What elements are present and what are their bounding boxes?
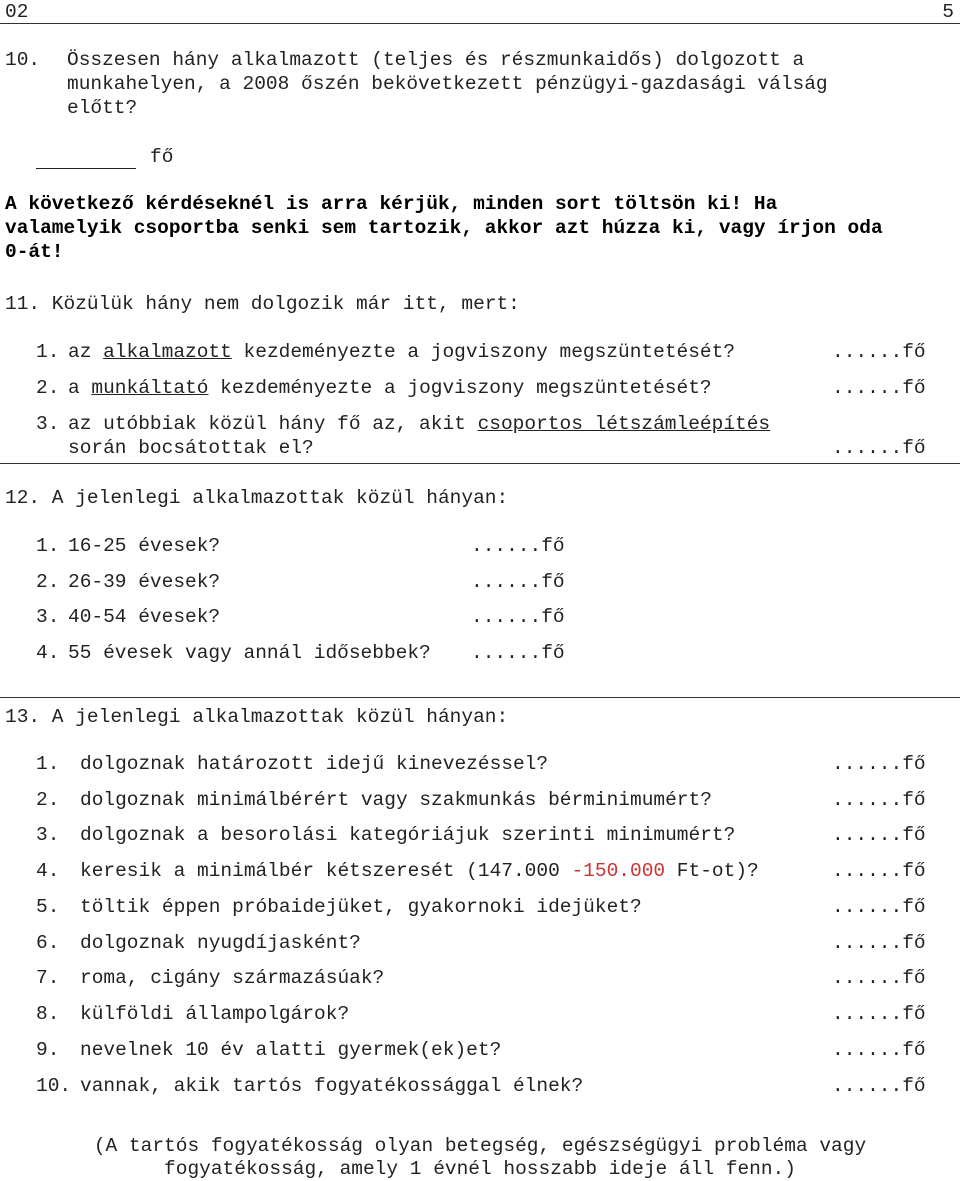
- q13-item-text: külföldi állampolgárok?: [80, 1003, 350, 1025]
- q13-item-answer[interactable]: ......fő: [832, 1003, 926, 1025]
- q12-title: 12. A jelenlegi alkalmazottak közül hányan:: [5, 487, 509, 509]
- q13-item-num: 4.: [36, 860, 60, 882]
- q13-item-num: 3.: [36, 824, 60, 846]
- q12-item-text: 55 évesek vagy annál idősebbek?: [68, 642, 431, 664]
- q13-item-answer[interactable]: ......fő: [832, 824, 926, 846]
- instruction-line1: A következő kérdéseknél is arra kérjük, minden sort töltsön ki! Ha: [5, 193, 778, 215]
- q13-item-answer[interactable]: ......fő: [832, 896, 926, 918]
- q10-blank-field[interactable]: [36, 148, 136, 169]
- q10-line2: munkahelyen, a 2008 őszén bekövetkezett pénzügyi-gazdasági válság: [67, 73, 828, 95]
- footnote-line2: fogyatékosság, amely 1 évnél hosszabb ideje áll fenn.): [164, 1158, 796, 1180]
- q10-unit: fő: [150, 146, 174, 168]
- q11-item-answer[interactable]: ......fő: [832, 437, 926, 459]
- instruction-line2: valamelyik csoportba senki sem tartozik, akkor azt húzza ki, vagy írjon oda: [5, 217, 883, 239]
- q11-item-text: az alkalmazott kezdeményezte a jogviszony megszüntetését?: [68, 341, 736, 363]
- q13-item-answer[interactable]: ......fő: [832, 967, 926, 989]
- q11-item-num: 2.: [36, 377, 60, 399]
- q12-item-answer[interactable]: ......fő: [471, 642, 565, 664]
- q13-item-text: dolgoznak minimálbérért vagy szakmunkás bérminimumért?: [80, 789, 712, 811]
- q13-item-num: 10.: [36, 1075, 72, 1097]
- q13-item-num: 1.: [36, 753, 60, 775]
- page-code: 02: [5, 1, 29, 23]
- q11-item-answer[interactable]: ......fő: [832, 377, 926, 399]
- q13-title: 13. A jelenlegi alkalmazottak közül hányan:: [5, 706, 509, 728]
- q13-item-text: vannak, akik tartós fogyatékossággal élnek?: [80, 1075, 584, 1097]
- q13-item-answer[interactable]: ......fő: [832, 860, 926, 882]
- q12-item-answer[interactable]: ......fő: [471, 571, 565, 593]
- q13-item-text: roma, cigány származásúak?: [80, 967, 385, 989]
- q12-item-num: 2.: [36, 571, 60, 593]
- q13-item-answer[interactable]: ......fő: [832, 1039, 926, 1061]
- q13-item-answer[interactable]: ......fő: [832, 753, 926, 775]
- q13-item-num: 6.: [36, 932, 60, 954]
- q10-number: 10.: [5, 49, 41, 71]
- q12-divider: [0, 697, 960, 698]
- q13-item-text: keresik a minimálbér kétszeresét (147.000 -150.000 Ft-ot)?: [80, 860, 759, 882]
- q11-item-num: 3.: [36, 413, 60, 435]
- footnote-line1: (A tartós fogyatékosság olyan betegség, egészségügyi probléma vagy: [93, 1135, 867, 1157]
- q12-item-text: 26-39 évesek?: [68, 571, 221, 593]
- q12-item-answer[interactable]: ......fő: [471, 606, 565, 628]
- q13-item-text: dolgoznak határozott idejű kinevezéssel?: [80, 753, 549, 775]
- q13-item-answer[interactable]: ......fő: [832, 1075, 926, 1097]
- instruction-line3: 0-át!: [5, 241, 64, 263]
- q13-item-answer[interactable]: ......fő: [832, 932, 926, 954]
- q13-item-num: 9.: [36, 1039, 60, 1061]
- q13-item-text: dolgoznak a besorolási kategóriájuk szerinti minimumért?: [80, 824, 736, 846]
- q11-divider: [0, 463, 960, 464]
- q13-item-text: töltik éppen próbaidejüket, gyakornoki idejüket?: [80, 896, 642, 918]
- q13-item-num: 5.: [36, 896, 60, 918]
- q10-line1: Összesen hány alkalmazott (teljes és részmunkaidős) dolgozott a: [67, 49, 805, 71]
- q13-item-answer[interactable]: ......fő: [832, 789, 926, 811]
- q12-item-text: 40-54 évesek?: [68, 606, 221, 628]
- q13-item-num: 7.: [36, 967, 60, 989]
- q12-item-answer[interactable]: ......fő: [471, 535, 565, 557]
- q11-title: 11. Közülük hány nem dolgozik már itt, mert:: [5, 293, 520, 315]
- q10-line3: előtt?: [67, 97, 138, 119]
- q12-item-num: 4.: [36, 642, 60, 664]
- q11-item-text-line2: során bocsátottak el?: [68, 437, 314, 459]
- page-number: 5: [942, 1, 954, 23]
- q13-item-text: nevelnek 10 év alatti gyermek(ek)et?: [80, 1039, 502, 1061]
- q11-item-text: a munkáltató kezdeményezte a jogviszony megszüntetését?: [68, 377, 712, 399]
- q13-item-num: 2.: [36, 789, 60, 811]
- header-divider: [0, 23, 960, 24]
- q11-item-answer[interactable]: ......fő: [832, 341, 926, 363]
- q12-item-num: 3.: [36, 606, 60, 628]
- q11-item-text: az utóbbiak közül hány fő az, akit csoportos létszámleépítés: [68, 413, 771, 435]
- q13-item-num: 8.: [36, 1003, 60, 1025]
- q11-item-num: 1.: [36, 341, 60, 363]
- q10-answer-row: [36, 145, 173, 169]
- q12-item-num: 1.: [36, 535, 60, 557]
- q12-item-text: 16-25 évesek?: [68, 535, 221, 557]
- q13-item-text: dolgoznak nyugdíjasként?: [80, 932, 361, 954]
